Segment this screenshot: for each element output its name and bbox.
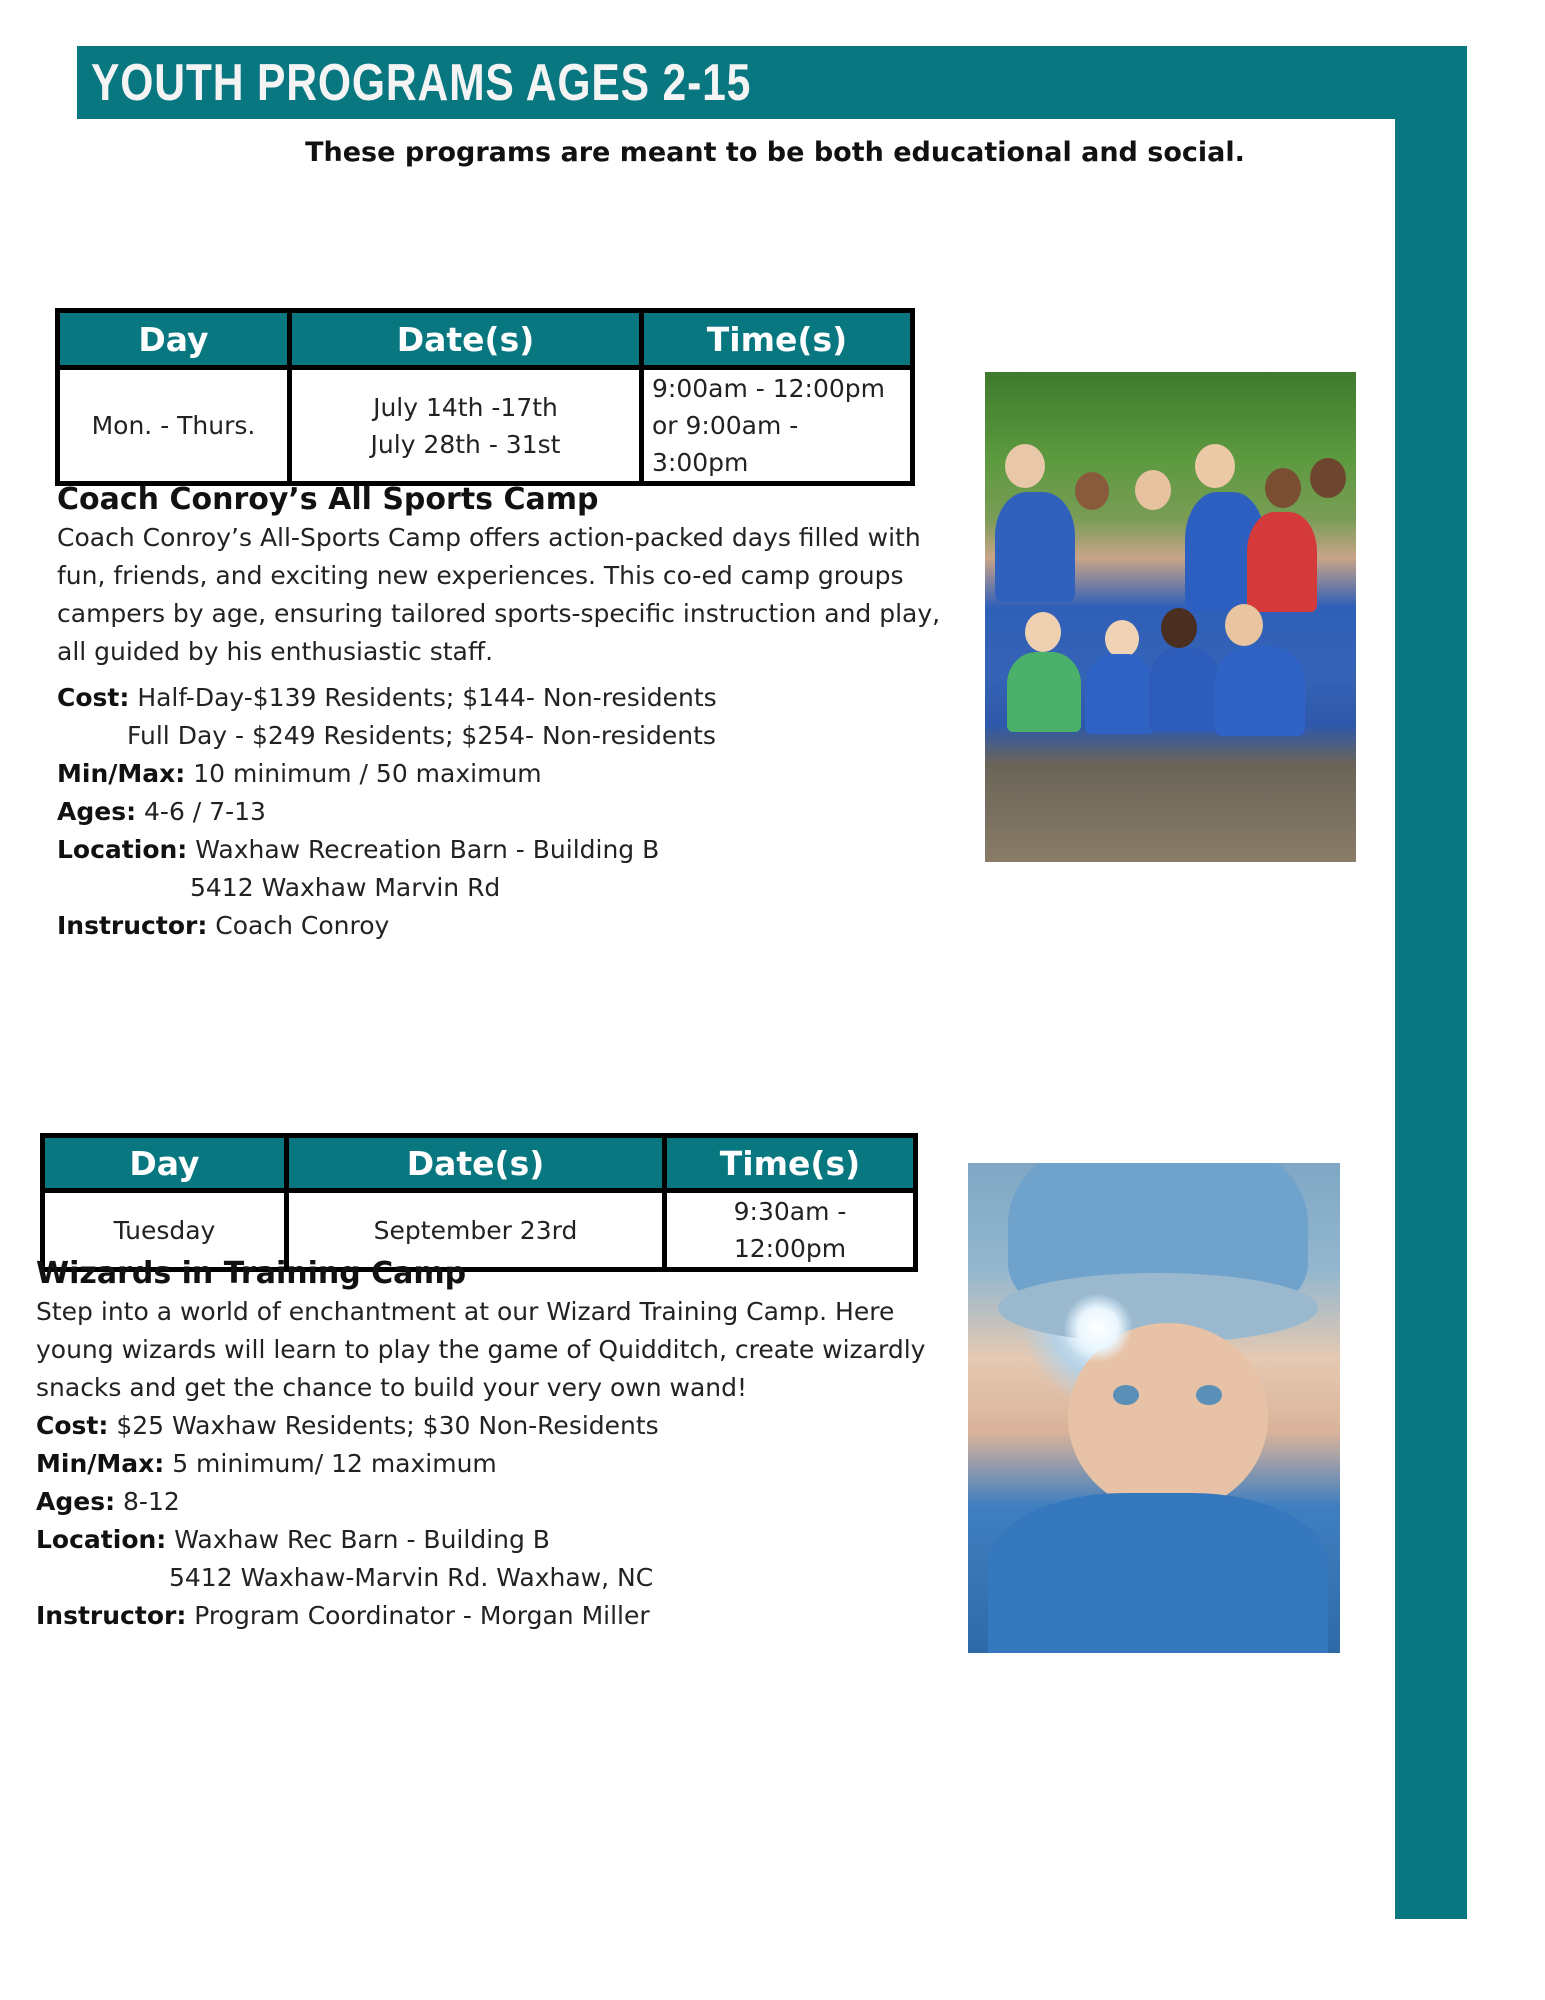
instructor-value: Program Coordinator - Morgan Miller <box>194 1601 650 1630</box>
instructor-row <box>57 907 957 945</box>
minmax-label: Min/Max: <box>36 1449 165 1478</box>
cell-times <box>642 368 913 484</box>
cell-times: 9:30am - 12:00pm <box>665 1191 916 1270</box>
child-face <box>1005 444 1045 488</box>
ages-label: Ages: <box>36 1487 116 1516</box>
ages-value: 8-12 <box>123 1487 180 1516</box>
instructor-row <box>36 1597 976 1635</box>
program-title: Wizards in Training Camp <box>36 1256 467 1291</box>
page-title: YOUTH PROGRAMS AGES 2-15 <box>91 54 752 112</box>
cost-label: Cost: <box>57 683 130 712</box>
location-line: 5412 Waxhaw-Marvin Rd. Waxhaw, NC <box>169 1563 654 1592</box>
header-banner <box>77 46 1467 119</box>
instructor-value: Coach Conroy <box>215 911 390 940</box>
schedule-row <box>58 368 913 484</box>
cell-day: Mon. - Thurs. <box>58 368 290 484</box>
child-shirt <box>1085 654 1155 734</box>
time-line: or 9:00am - 3:00pm <box>652 411 799 477</box>
cell-dates <box>290 368 642 484</box>
child-shirt <box>1007 652 1081 732</box>
header-dates: Date(s) <box>290 311 642 368</box>
minmax-row <box>57 755 957 793</box>
date-line: July 28th - 31st <box>370 429 561 459</box>
cost-label: Cost: <box>36 1411 109 1440</box>
sports-camp-group-photo <box>985 372 1356 862</box>
child-face <box>1105 620 1139 658</box>
instructor-label: Instructor: <box>57 911 208 940</box>
wand-light-glow <box>1063 1293 1133 1363</box>
cost-line: $25 Waxhaw Residents; $30 Non-Residents <box>116 1411 659 1440</box>
header-day: Day <box>58 311 290 368</box>
program-description: Step into a world of enchantment at our Wizard Training Camp. Here young wizards will learn to play the game of Quidditch, create wizardly snacks and get the chance to build your very own wand! <box>36 1297 926 1402</box>
header-day: Day <box>43 1136 287 1191</box>
child-shirt <box>1149 648 1221 732</box>
location-label: Location: <box>36 1525 167 1554</box>
instructor-label: Instructor: <box>36 1601 187 1630</box>
child-shirt <box>1215 646 1305 736</box>
minmax-label: Min/Max: <box>57 759 186 788</box>
header-times: Time(s) <box>665 1136 916 1191</box>
schedule-header-row <box>58 311 913 368</box>
ages-value: 4-6 / 7-13 <box>144 797 266 826</box>
minmax-value: 5 minimum/ 12 maximum <box>172 1449 497 1478</box>
program-all-sports <box>57 481 957 945</box>
cost-row <box>36 1407 976 1445</box>
child-face <box>1161 608 1197 648</box>
ages-label: Ages: <box>57 797 137 826</box>
schedule-header-row <box>43 1136 916 1191</box>
location-line: Waxhaw Recreation Barn - Building B <box>195 835 660 864</box>
cost-line: Half-Day-$139 Residents; $144- Non-residents <box>137 683 717 712</box>
location-line: 5412 Waxhaw Marvin Rd <box>190 873 501 902</box>
child-face <box>1135 470 1171 510</box>
header-dates: Date(s) <box>287 1136 665 1191</box>
cost-row <box>57 679 957 755</box>
location-row <box>36 1521 976 1597</box>
child-face <box>1195 444 1235 488</box>
location-label: Location: <box>57 835 188 864</box>
eye-shape <box>1113 1385 1139 1405</box>
program-description: Coach Conroy’s All-Sports Camp offers action-packed days filled with fun, friends, and exciting new experiences. This co-ed camp groups campers by age, ensuring tailored sports-specific instruction and play, all guided by his enthusiastic staff. <box>57 523 941 666</box>
child-face <box>1025 612 1061 652</box>
child-shirt <box>988 1493 1328 1653</box>
program-wizards <box>36 1255 976 1635</box>
schedule-table-wizards <box>40 1133 918 1272</box>
program-title: Coach Conroy’s All Sports Camp <box>57 482 599 517</box>
child-face <box>1265 468 1301 508</box>
cell-dates: September 23rd <box>287 1191 665 1270</box>
child-shirt <box>1247 512 1317 612</box>
schedule-table-all-sports <box>55 308 915 486</box>
wizard-child-photo <box>968 1163 1340 1653</box>
ages-row <box>36 1483 976 1521</box>
header-times: Time(s) <box>642 311 913 368</box>
child-shirt <box>995 492 1075 602</box>
minmax-row <box>36 1445 976 1483</box>
cell-day: Tuesday <box>43 1191 287 1270</box>
child-face <box>1310 458 1346 498</box>
location-row <box>57 831 957 907</box>
child-face <box>1225 604 1263 646</box>
date-line: July 14th -17th <box>373 392 558 422</box>
cost-line: Full Day - $249 Residents; $254- Non-residents <box>127 721 716 750</box>
ages-row <box>57 793 957 831</box>
decorative-side-bar <box>1395 119 1467 1919</box>
page-subtitle: These programs are meant to be both educational and social. <box>305 137 1245 168</box>
time-line: 9:00am - 12:00pm <box>652 374 885 403</box>
eye-shape <box>1196 1385 1222 1405</box>
child-face <box>1075 472 1109 510</box>
location-line: Waxhaw Rec Barn - Building B <box>174 1525 550 1554</box>
minmax-value: 10 minimum / 50 maximum <box>193 759 542 788</box>
